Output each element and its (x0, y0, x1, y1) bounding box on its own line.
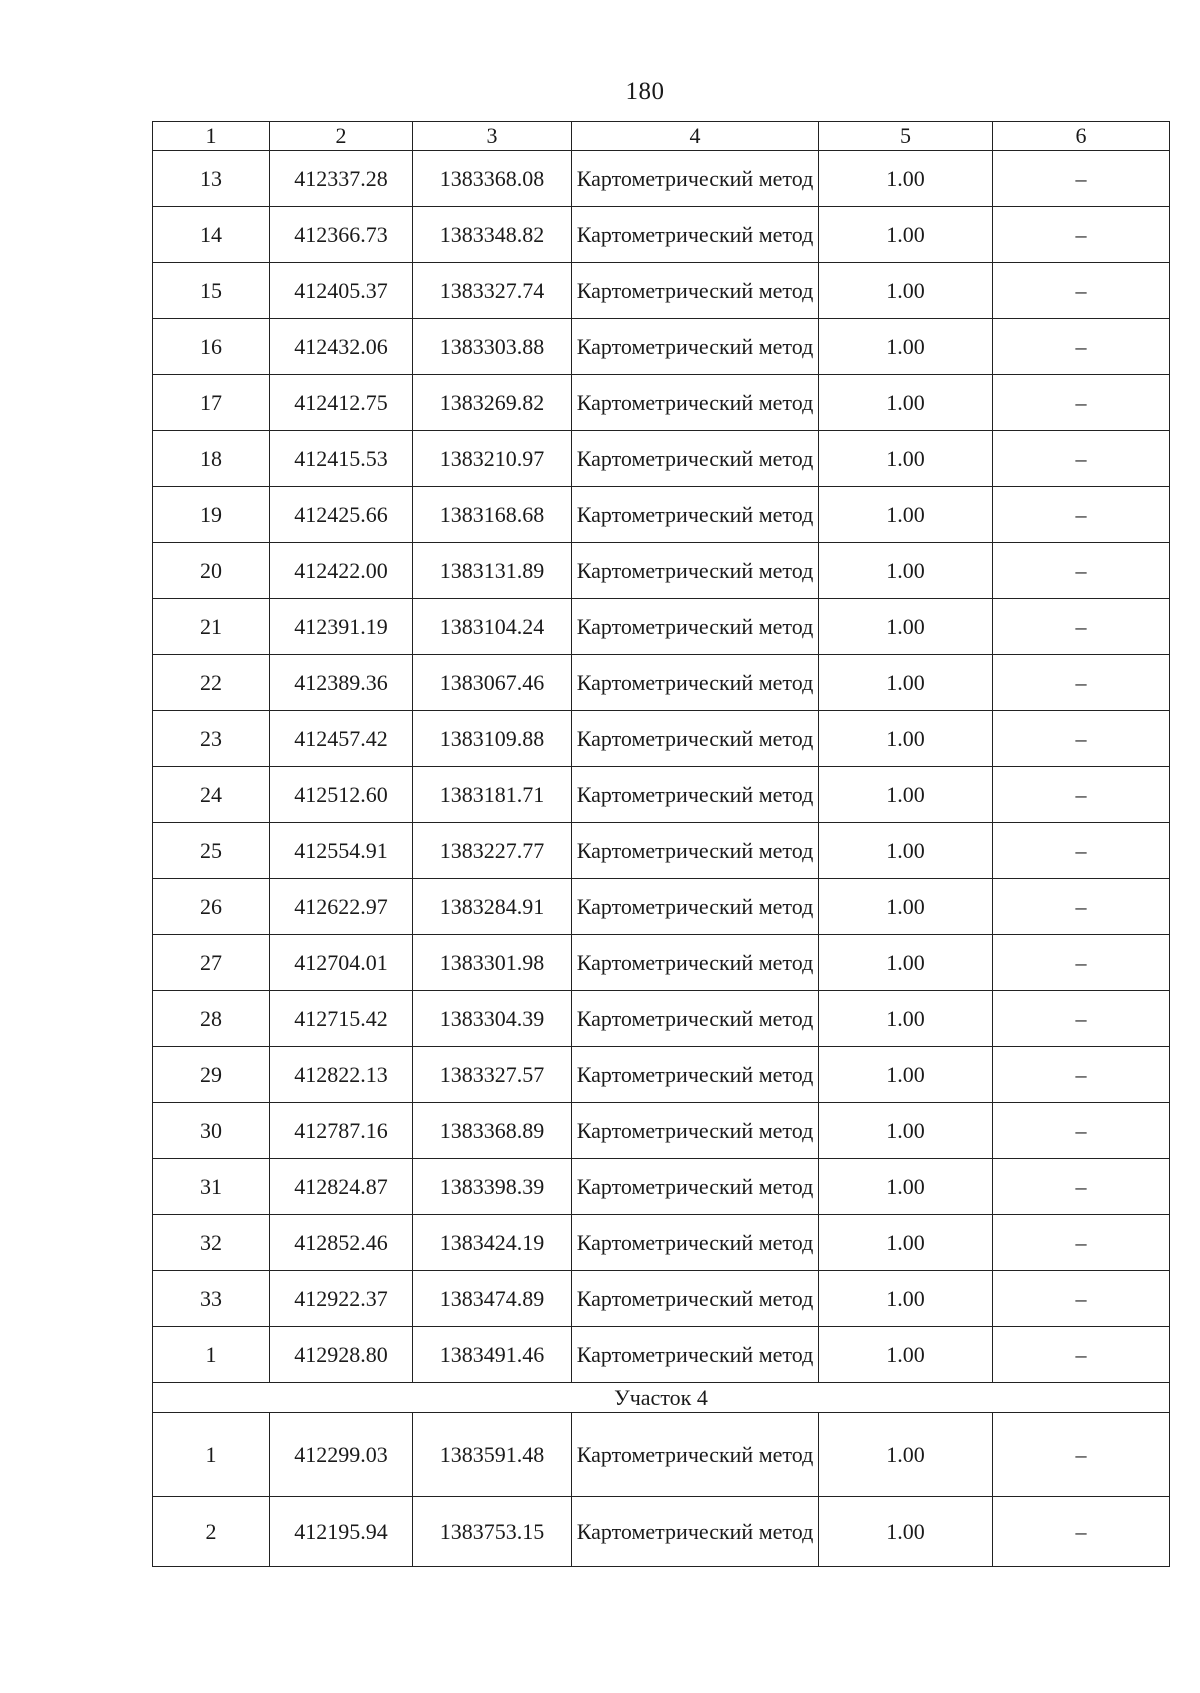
method-text: Картометрический метод (576, 1118, 814, 1143)
accuracy-cell: 1.00 (819, 487, 993, 543)
accuracy-cell: 1.00 (819, 1327, 993, 1383)
table-row (153, 935, 1170, 991)
point-number-cell: 32 (153, 1215, 270, 1271)
method-cell (572, 1327, 819, 1383)
table-row (153, 1497, 1170, 1567)
table-row (153, 543, 1170, 599)
x-coordinate-cell: 412412.75 (270, 375, 413, 431)
method-cell (572, 991, 819, 1047)
header-cell: 4 (572, 122, 819, 151)
method-cell (572, 1103, 819, 1159)
y-coordinate-cell: 1383368.08 (413, 151, 572, 207)
y-coordinate-cell: 1383591.48 (413, 1413, 572, 1497)
x-coordinate-cell: 412457.42 (270, 711, 413, 767)
x-coordinate-cell: 412366.73 (270, 207, 413, 263)
point-number-cell: 26 (153, 879, 270, 935)
accuracy-cell: 1.00 (819, 207, 993, 263)
note-cell: – (993, 543, 1170, 599)
x-coordinate-cell: 412822.13 (270, 1047, 413, 1103)
x-coordinate-cell: 412389.36 (270, 655, 413, 711)
point-number-cell: 30 (153, 1103, 270, 1159)
point-number-cell: 31 (153, 1159, 270, 1215)
table-row (153, 1215, 1170, 1271)
section-row (153, 1383, 1170, 1413)
note-cell: – (993, 655, 1170, 711)
coordinates-table (152, 121, 1170, 1567)
x-coordinate-cell: 412299.03 (270, 1413, 413, 1497)
y-coordinate-cell: 1383491.46 (413, 1327, 572, 1383)
note-cell: – (993, 1327, 1170, 1383)
point-number-cell: 1 (153, 1327, 270, 1383)
table-row (153, 879, 1170, 935)
accuracy-cell: 1.00 (819, 1047, 993, 1103)
y-coordinate-cell: 1383227.77 (413, 823, 572, 879)
point-number-cell: 24 (153, 767, 270, 823)
y-coordinate-cell: 1383168.68 (413, 487, 572, 543)
y-coordinate-cell: 1383303.88 (413, 319, 572, 375)
accuracy-cell: 1.00 (819, 431, 993, 487)
accuracy-cell: 1.00 (819, 935, 993, 991)
x-coordinate-cell: 412195.94 (270, 1497, 413, 1567)
accuracy-cell: 1.00 (819, 1103, 993, 1159)
x-coordinate-cell: 412928.80 (270, 1327, 413, 1383)
accuracy-cell: 1.00 (819, 319, 993, 375)
accuracy-cell: 1.00 (819, 375, 993, 431)
note-cell: – (993, 1103, 1170, 1159)
point-number-cell: 27 (153, 935, 270, 991)
method-text: Картометрический метод (576, 222, 814, 247)
accuracy-cell: 1.00 (819, 543, 993, 599)
table-row (153, 1413, 1170, 1497)
y-coordinate-cell: 1383474.89 (413, 1271, 572, 1327)
y-coordinate-cell: 1383424.19 (413, 1215, 572, 1271)
method-text: Картометрический метод (576, 1230, 814, 1255)
method-cell (572, 263, 819, 319)
note-cell: – (993, 487, 1170, 543)
note-cell: – (993, 823, 1170, 879)
point-number-cell: 20 (153, 543, 270, 599)
point-number-cell: 33 (153, 1271, 270, 1327)
method-cell (572, 1047, 819, 1103)
y-coordinate-cell: 1383181.71 (413, 767, 572, 823)
y-coordinate-cell: 1383210.97 (413, 431, 572, 487)
accuracy-cell: 1.00 (819, 823, 993, 879)
table-row (153, 375, 1170, 431)
point-number-cell: 16 (153, 319, 270, 375)
x-coordinate-cell: 412922.37 (270, 1271, 413, 1327)
table-row (153, 151, 1170, 207)
table-row (153, 1159, 1170, 1215)
method-cell (572, 1413, 819, 1497)
point-number-cell: 2 (153, 1497, 270, 1567)
y-coordinate-cell: 1383109.88 (413, 711, 572, 767)
point-number-cell: 28 (153, 991, 270, 1047)
x-coordinate-cell: 412391.19 (270, 599, 413, 655)
note-cell: – (993, 599, 1170, 655)
point-number-cell: 14 (153, 207, 270, 263)
method-cell (572, 151, 819, 207)
point-number-cell: 25 (153, 823, 270, 879)
point-number-cell: 1 (153, 1413, 270, 1497)
x-coordinate-cell: 412852.46 (270, 1215, 413, 1271)
y-coordinate-cell: 1383301.98 (413, 935, 572, 991)
accuracy-cell: 1.00 (819, 599, 993, 655)
note-cell: – (993, 1159, 1170, 1215)
x-coordinate-cell: 412425.66 (270, 487, 413, 543)
y-coordinate-cell: 1383304.39 (413, 991, 572, 1047)
point-number-cell: 22 (153, 655, 270, 711)
table-row (153, 1327, 1170, 1383)
note-cell: – (993, 1413, 1170, 1497)
x-coordinate-cell: 412824.87 (270, 1159, 413, 1215)
point-number-cell: 15 (153, 263, 270, 319)
point-number-cell: 13 (153, 151, 270, 207)
table-row (153, 711, 1170, 767)
note-cell: – (993, 263, 1170, 319)
header-cell: 1 (153, 122, 270, 151)
accuracy-cell: 1.00 (819, 1497, 993, 1567)
point-number-cell: 17 (153, 375, 270, 431)
method-text: Картометрический метод (576, 838, 814, 863)
accuracy-cell: 1.00 (819, 711, 993, 767)
x-coordinate-cell: 412704.01 (270, 935, 413, 991)
method-cell (572, 319, 819, 375)
accuracy-cell: 1.00 (819, 1215, 993, 1271)
section-title: Участок 4 (153, 1383, 1170, 1413)
method-cell (572, 543, 819, 599)
method-text: Картометрический метод (576, 446, 814, 471)
note-cell: – (993, 1497, 1170, 1567)
accuracy-cell: 1.00 (819, 879, 993, 935)
note-cell: – (993, 431, 1170, 487)
x-coordinate-cell: 412432.06 (270, 319, 413, 375)
method-cell (572, 1159, 819, 1215)
y-coordinate-cell: 1383067.46 (413, 655, 572, 711)
method-text: Картометрический метод (576, 614, 814, 639)
method-text: Картометрический метод (576, 502, 814, 527)
method-text: Картометрический метод (576, 1286, 814, 1311)
method-text: Картометрический метод (576, 390, 814, 415)
x-coordinate-cell: 412787.16 (270, 1103, 413, 1159)
accuracy-cell: 1.00 (819, 767, 993, 823)
method-cell (572, 767, 819, 823)
x-coordinate-cell: 412715.42 (270, 991, 413, 1047)
page-number: 180 (625, 78, 665, 105)
method-text: Картометрический метод (576, 166, 814, 191)
table-row (153, 263, 1170, 319)
y-coordinate-cell: 1383327.57 (413, 1047, 572, 1103)
method-text: Картометрический метод (576, 726, 814, 751)
method-cell (572, 711, 819, 767)
table-row (153, 655, 1170, 711)
accuracy-cell: 1.00 (819, 1159, 993, 1215)
point-number-cell: 21 (153, 599, 270, 655)
note-cell: – (993, 767, 1170, 823)
accuracy-cell: 1.00 (819, 263, 993, 319)
table-row (153, 487, 1170, 543)
method-cell (572, 599, 819, 655)
x-coordinate-cell: 412512.60 (270, 767, 413, 823)
y-coordinate-cell: 1383131.89 (413, 543, 572, 599)
table-row (153, 431, 1170, 487)
method-cell (572, 207, 819, 263)
method-cell (572, 655, 819, 711)
x-coordinate-cell: 412554.91 (270, 823, 413, 879)
accuracy-cell: 1.00 (819, 655, 993, 711)
note-cell: – (993, 991, 1170, 1047)
y-coordinate-cell: 1383348.82 (413, 207, 572, 263)
header-cell: 2 (270, 122, 413, 151)
table-row (153, 767, 1170, 823)
method-cell (572, 375, 819, 431)
x-coordinate-cell: 412422.00 (270, 543, 413, 599)
method-text: Картометрический метод (576, 1174, 814, 1199)
y-coordinate-cell: 1383398.39 (413, 1159, 572, 1215)
note-cell: – (993, 319, 1170, 375)
method-cell (572, 1497, 819, 1567)
note-cell: – (993, 375, 1170, 431)
table-body (153, 122, 1170, 1567)
accuracy-cell: 1.00 (819, 1413, 993, 1497)
header-cell: 3 (413, 122, 572, 151)
method-text: Картометрический метод (576, 334, 814, 359)
note-cell: – (993, 1047, 1170, 1103)
x-coordinate-cell: 412337.28 (270, 151, 413, 207)
x-coordinate-cell: 412622.97 (270, 879, 413, 935)
header-cell: 5 (819, 122, 993, 151)
y-coordinate-cell: 1383269.82 (413, 375, 572, 431)
method-text: Картометрический метод (576, 278, 814, 303)
method-text: Картометрический метод (576, 950, 814, 975)
method-text: Картометрический метод (576, 1062, 814, 1087)
method-text: Картометрический метод (576, 1006, 814, 1031)
table-header-row (153, 122, 1170, 151)
note-cell: – (993, 207, 1170, 263)
table-row (153, 599, 1170, 655)
method-cell (572, 1271, 819, 1327)
y-coordinate-cell: 1383753.15 (413, 1497, 572, 1567)
method-cell (572, 487, 819, 543)
y-coordinate-cell: 1383104.24 (413, 599, 572, 655)
method-text: Картометрический метод (576, 558, 814, 583)
method-cell (572, 431, 819, 487)
y-coordinate-cell: 1383327.74 (413, 263, 572, 319)
note-cell: – (993, 151, 1170, 207)
accuracy-cell: 1.00 (819, 1271, 993, 1327)
method-text: Картометрический метод (576, 1342, 814, 1367)
method-cell (572, 935, 819, 991)
method-text: Картометрический метод (576, 894, 814, 919)
accuracy-cell: 1.00 (819, 991, 993, 1047)
note-cell: – (993, 879, 1170, 935)
method-text: Картометрический метод (576, 782, 814, 807)
note-cell: – (993, 711, 1170, 767)
x-coordinate-cell: 412415.53 (270, 431, 413, 487)
note-cell: – (993, 1215, 1170, 1271)
method-cell (572, 823, 819, 879)
table-row (153, 1103, 1170, 1159)
method-text: Картометрический метод (576, 670, 814, 695)
point-number-cell: 18 (153, 431, 270, 487)
x-coordinate-cell: 412405.37 (270, 263, 413, 319)
note-cell: – (993, 935, 1170, 991)
table-row (153, 1271, 1170, 1327)
table-row (153, 207, 1170, 263)
table-row (153, 319, 1170, 375)
y-coordinate-cell: 1383284.91 (413, 879, 572, 935)
note-cell: – (993, 1271, 1170, 1327)
method-cell (572, 879, 819, 935)
point-number-cell: 23 (153, 711, 270, 767)
point-number-cell: 29 (153, 1047, 270, 1103)
accuracy-cell: 1.00 (819, 151, 993, 207)
method-cell (572, 1215, 819, 1271)
y-coordinate-cell: 1383368.89 (413, 1103, 572, 1159)
point-number-cell: 19 (153, 487, 270, 543)
method-text: Картометрический метод (576, 1442, 814, 1467)
table-row (153, 823, 1170, 879)
method-text: Картометрический метод (576, 1519, 814, 1544)
table-row (153, 991, 1170, 1047)
header-cell: 6 (993, 122, 1170, 151)
table-row (153, 1047, 1170, 1103)
